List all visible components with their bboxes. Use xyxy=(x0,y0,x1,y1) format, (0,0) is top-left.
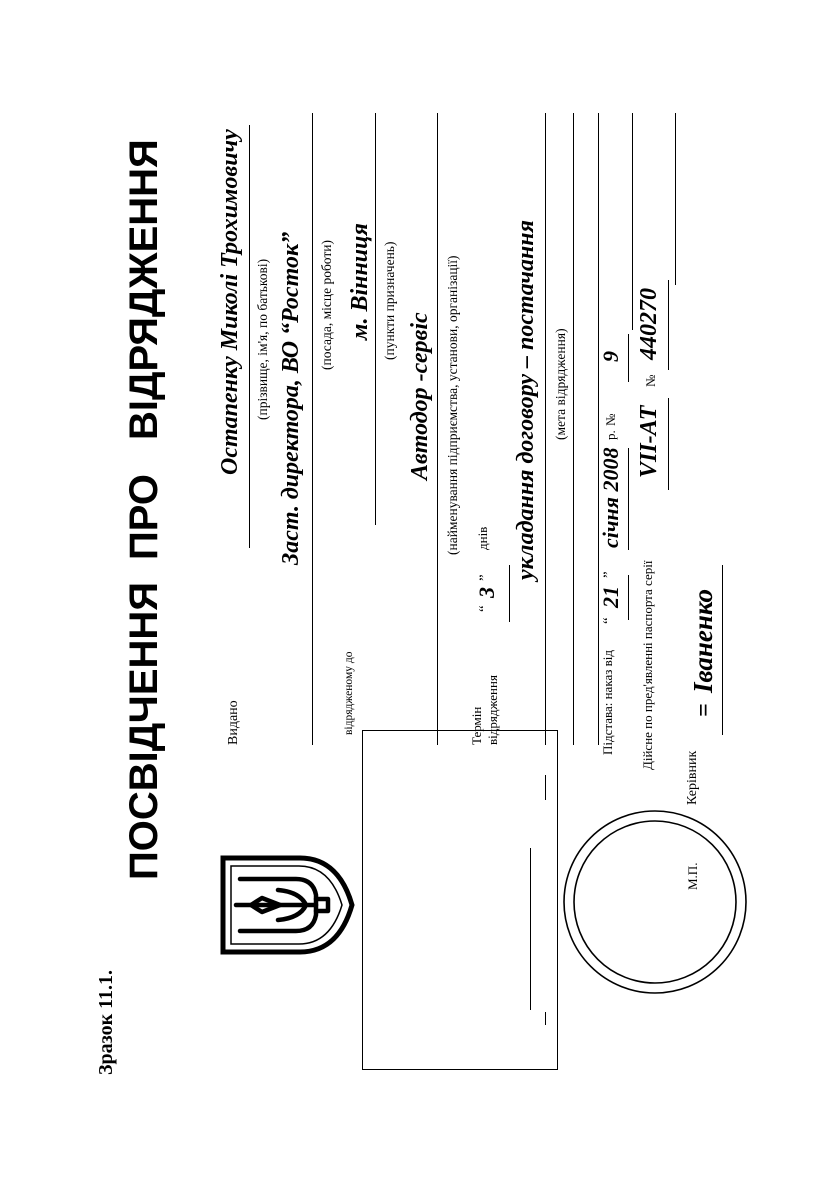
issued-to-hint: (прізвище, ім'я, по батькові) xyxy=(255,258,270,420)
passport-row-rule xyxy=(675,113,676,285)
coat-of-arms-icon xyxy=(220,855,355,955)
passport-label: Дійсне по пред'явленні паспорта серії xyxy=(640,560,655,770)
stamp-outer-ring xyxy=(564,811,746,993)
signature-name: Іваненко xyxy=(688,588,718,693)
issued-to-label: Видано xyxy=(226,700,241,745)
basis-close-quote: ” xyxy=(601,571,617,578)
title-word-certificate: ПОСВІДЧЕННЯ xyxy=(122,581,166,880)
duration-open-quote: “ xyxy=(477,605,493,612)
stamp-circle xyxy=(561,808,749,996)
basis-row-rule xyxy=(632,113,633,330)
passport-series: VІІ-АТ xyxy=(636,405,662,478)
organization-underline xyxy=(437,113,438,745)
passport-number: 440270 xyxy=(636,288,662,360)
duration-label-line2: відрядження xyxy=(485,675,500,745)
coat-of-arms-trident xyxy=(236,879,328,931)
passport-series-underline xyxy=(668,398,669,490)
basis-order-underline xyxy=(628,334,629,382)
photo-frame-dash-left xyxy=(545,1012,546,1025)
basis-open-quote: “ xyxy=(601,617,617,624)
basis-year-suffix: р. xyxy=(603,430,618,440)
issued-to-name: Остапенку Миколі Трохимовичу xyxy=(217,129,243,475)
signature-underline xyxy=(722,565,723,735)
position-underline xyxy=(312,113,313,745)
duration-close-quote: ” xyxy=(477,574,493,581)
stamp-label: М.П. xyxy=(685,862,700,890)
basis-month-underline xyxy=(628,448,629,550)
photo-frame-dash-right xyxy=(545,775,546,800)
blank-rule-2 xyxy=(598,113,599,745)
purpose-underline xyxy=(545,113,546,745)
duration-unit: днів xyxy=(475,526,490,550)
destination-label: відрядженому до xyxy=(343,651,355,735)
photo-frame xyxy=(362,730,558,1070)
position-hint: (посада, місце роботи) xyxy=(319,239,334,370)
basis-label: Підстава: наказ від xyxy=(600,650,615,755)
sample-label: Зразок 11.1. xyxy=(95,969,117,1075)
signature-mark: = xyxy=(691,703,717,717)
destination-underline xyxy=(375,113,376,525)
organization-hint: (найменування підприємства, установи, організації) xyxy=(445,255,460,555)
purpose-value: укладання договору – постачання xyxy=(513,220,539,580)
basis-month-year: січня 2008 xyxy=(598,447,623,548)
position-value: Заст. директора, ВО “Росток” xyxy=(278,231,304,565)
basis-day: 21 xyxy=(598,586,623,608)
organization-value: Автодор -сервіс xyxy=(407,312,433,480)
blank-rule-1 xyxy=(573,113,574,745)
stamp-inner-ring xyxy=(574,821,736,983)
title-word-business-trip: ВІДРЯДЖЕННЯ xyxy=(122,139,166,440)
signature-label: Керівник xyxy=(685,750,700,805)
duration-underline xyxy=(509,565,510,622)
duration-label-line1: Термін xyxy=(469,706,484,745)
duration-days-value: 3 xyxy=(474,587,499,598)
passport-number-underline xyxy=(668,280,669,370)
issued-to-underline xyxy=(249,125,250,548)
passport-number-sign: № xyxy=(643,374,658,387)
basis-number-sign: № xyxy=(603,413,618,426)
destination-hint: (пункти призначень) xyxy=(382,241,397,360)
basis-day-underline xyxy=(628,575,629,620)
title-word-about: ПРО xyxy=(122,473,166,560)
purpose-hint: (мета відрядження) xyxy=(553,328,568,440)
destination-value: м. Вінниця xyxy=(347,223,373,340)
photo-frame-line xyxy=(530,848,531,1010)
basis-order-number: 9 xyxy=(598,351,623,362)
